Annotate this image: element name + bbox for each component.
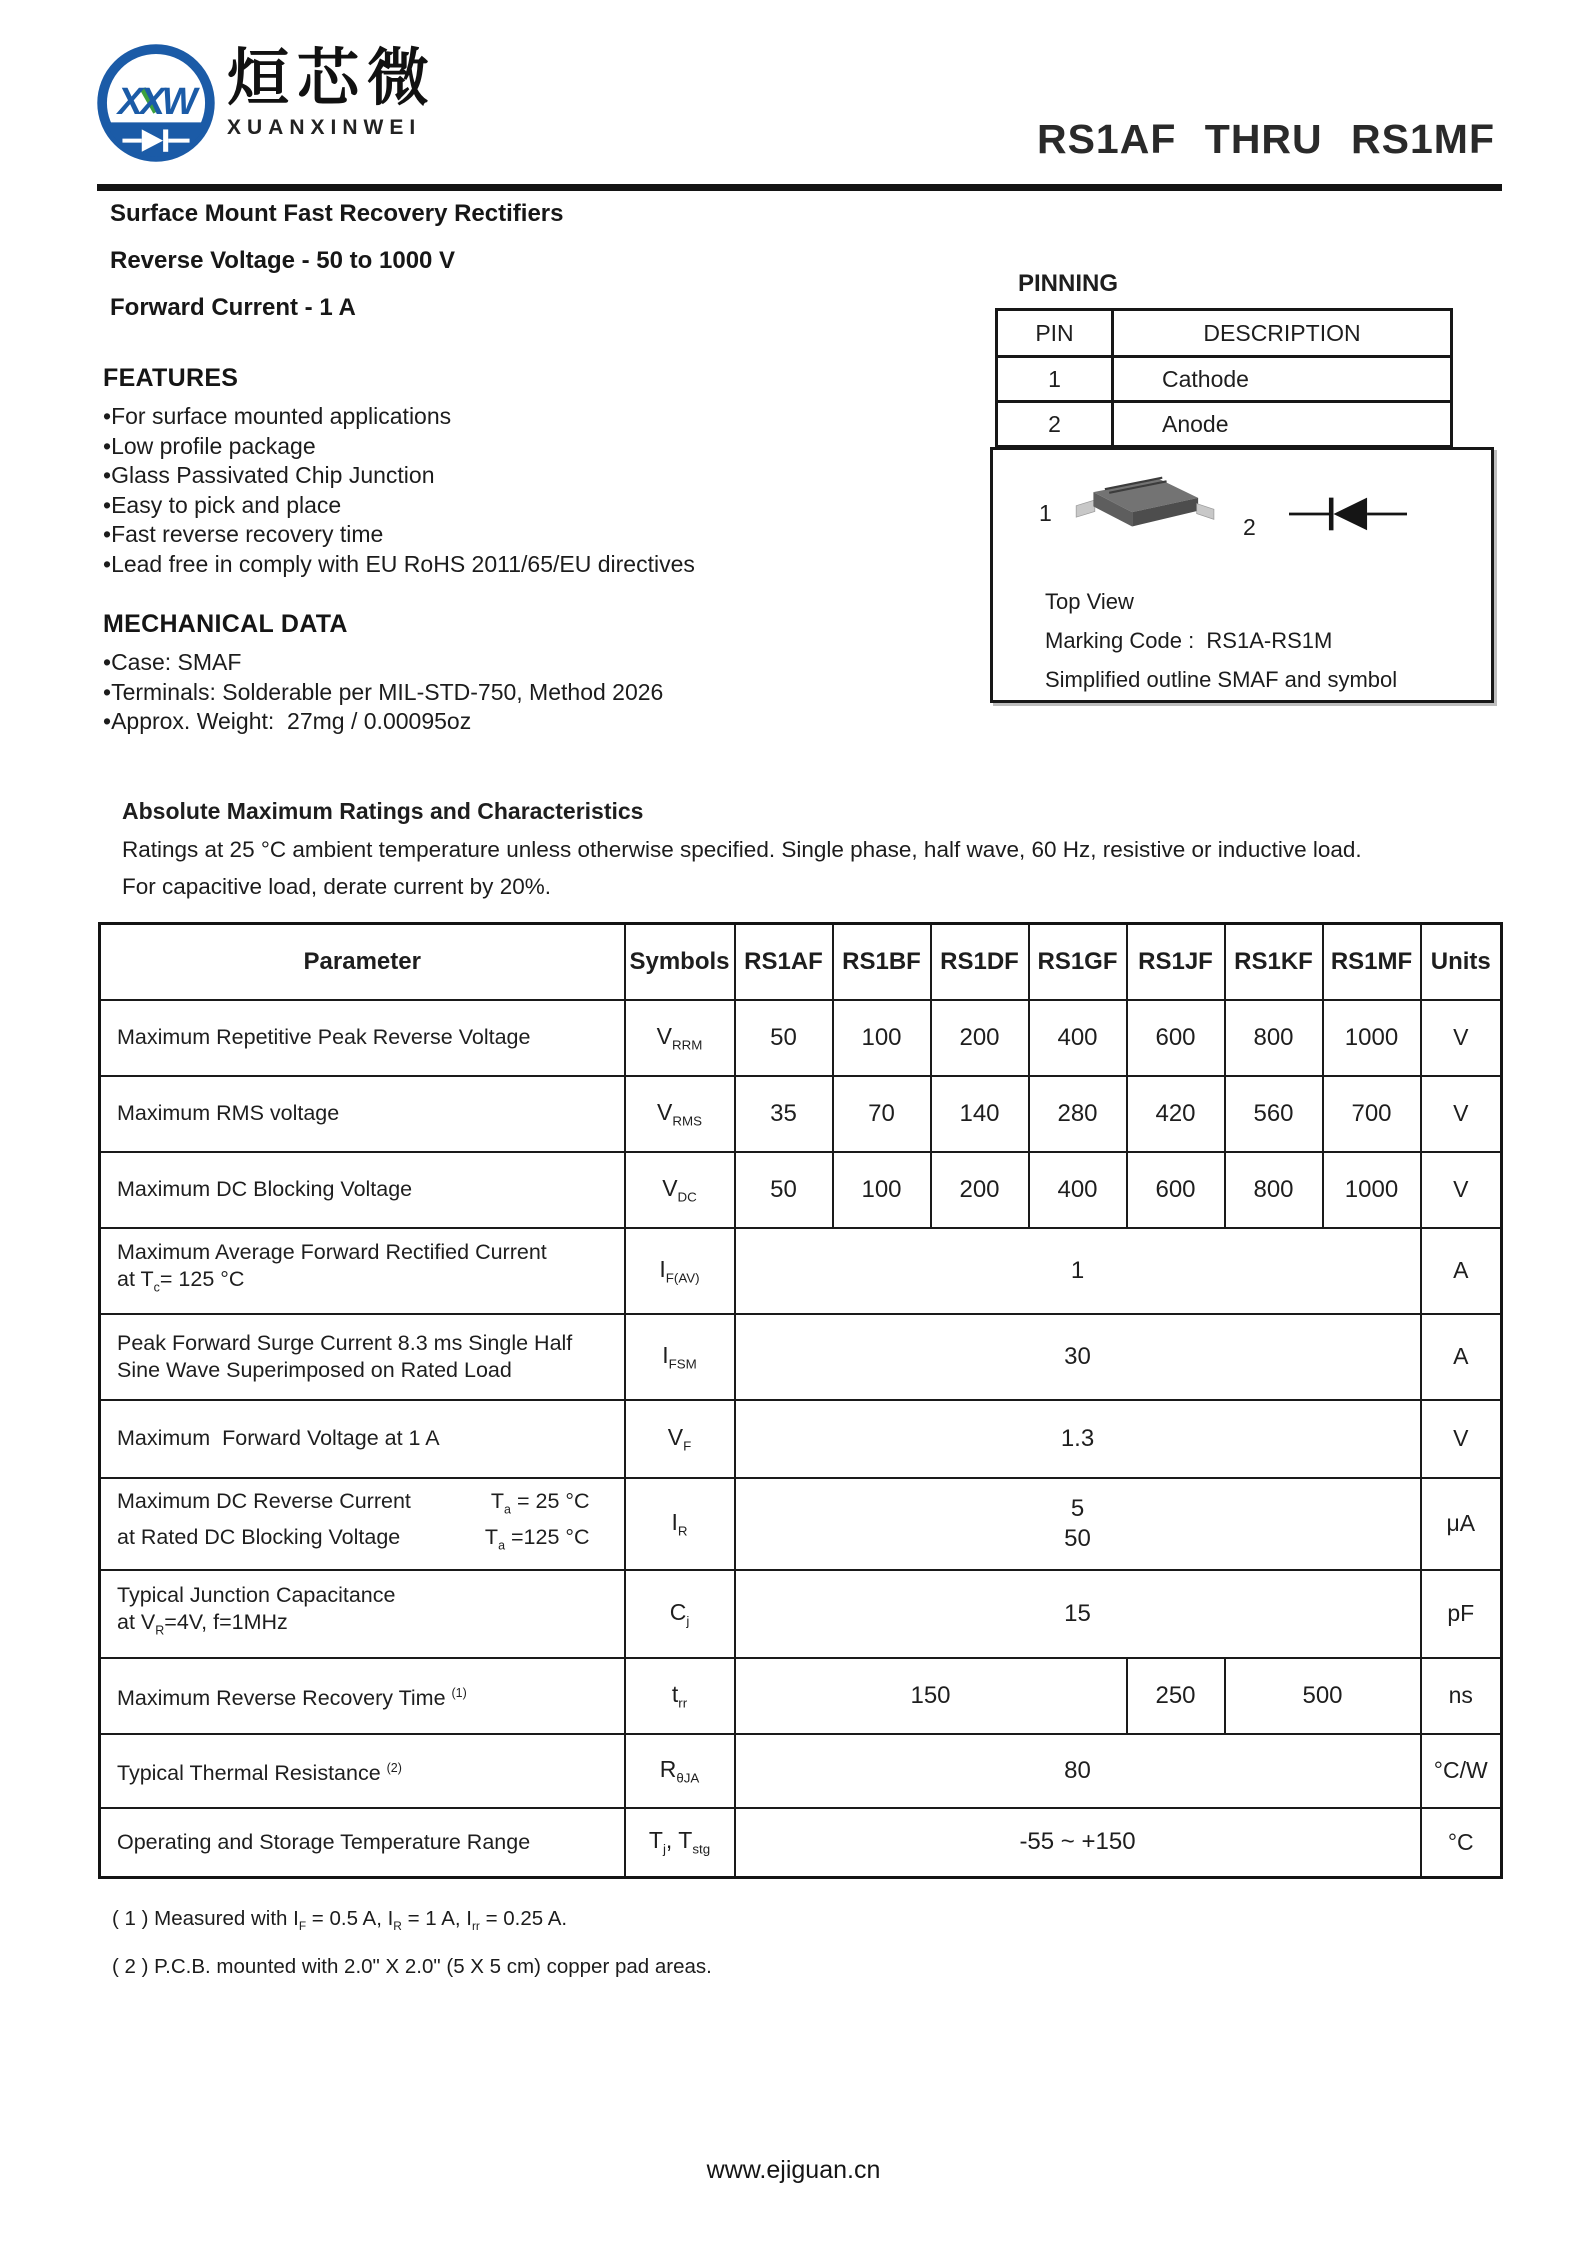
test-condition: $T_a =125$ °C xyxy=(484,1524,590,1552)
unit-cell: V xyxy=(1421,1076,1502,1152)
summary-line: Forward Current - 1 A xyxy=(110,294,356,321)
parameter-line: Maximum Average Forward Rectified Current xyxy=(117,1240,547,1265)
package-drawing-icon xyxy=(1069,472,1234,555)
unit-cell: °C xyxy=(1421,1808,1502,1878)
parameter-line: Maximum Forward Voltage at 1 A xyxy=(117,1426,440,1450)
column-header: Parameter xyxy=(100,924,625,1000)
company-logo-icon xyxy=(95,42,217,164)
product-summary xyxy=(110,200,563,341)
unit-cell: ns xyxy=(1421,1658,1502,1734)
parameter-line: at $V_R=4V$, f=1MHz xyxy=(117,1610,288,1638)
value-cell: 800 xyxy=(1225,1152,1323,1228)
symbol-cell: $R_{\theta JA}$ xyxy=(625,1734,735,1808)
parameter-cell xyxy=(100,1658,625,1734)
symbol-cell: $I_R$ xyxy=(625,1478,735,1570)
summary-line: Reverse Voltage - 50 to 1000 V xyxy=(110,247,456,274)
package-diagram-box xyxy=(990,447,1494,703)
ratings-heading: Absolute Maximum Ratings and Characteristics xyxy=(122,798,644,824)
symbol-cell: $I_{FSM}$ xyxy=(625,1314,735,1400)
ratings-intro-line: For capacitive load, derate current by 20%. xyxy=(122,874,551,899)
parameter-line: Sine Wave Superimposed on Rated Load xyxy=(117,1357,512,1382)
column-header: RS1DF xyxy=(931,924,1029,1000)
ratings-row xyxy=(100,1400,1502,1478)
parameter-line: Maximum Repetitive Peak Reverse Voltage xyxy=(117,1025,531,1049)
parameter-line: Maximum DC Reverse Current $T_a = 25$ °C xyxy=(117,1488,608,1523)
ratings-header-row xyxy=(100,924,1502,1000)
value-cell: 100 xyxy=(833,1152,931,1228)
parameter-line: Maximum DC Blocking Voltage xyxy=(117,1177,413,1201)
parameter-line: Maximum Reverse Recovery Time $^{(1)}$ xyxy=(117,1685,467,1710)
pinning-heading: PINNING xyxy=(1018,270,1119,297)
footnotes xyxy=(112,1908,712,1997)
value-cell: 700 xyxy=(1323,1076,1421,1152)
unit-cell: °C/W xyxy=(1421,1734,1502,1808)
feature-item: • Lead free in comply with EU RoHS 2011/65/EU directives xyxy=(103,550,695,580)
symbol-cell: $V_F$ xyxy=(625,1400,735,1478)
value-cell: 1 xyxy=(735,1228,1421,1314)
features-heading: FEATURES xyxy=(103,364,239,392)
ratings-row xyxy=(100,1152,1502,1228)
column-header: RS1AF xyxy=(735,924,833,1000)
symbol-cell: $I_{F(AV)}$ xyxy=(625,1228,735,1314)
value-cell: 200 xyxy=(931,1152,1029,1228)
mechanical-list xyxy=(103,648,663,737)
mechanical-item: • Terminals: Solderable per MIL-STD-750, Method 2026 xyxy=(103,678,663,708)
parameter-cell xyxy=(100,1000,625,1076)
value-cell: 800 xyxy=(1225,1000,1323,1076)
feature-item: • Low profile package xyxy=(103,432,695,462)
diode-symbol-icon xyxy=(1289,494,1407,534)
footnote: ( 1 ) Measured with $I_F = 0.5$ A, $I_R = 1$ A, $I_{rr} = 0.25$ A. xyxy=(112,1907,568,1934)
value-cell: 100 xyxy=(833,1000,931,1076)
test-condition: $T_a = 25$ °C xyxy=(490,1489,590,1517)
mechanical-section xyxy=(103,610,663,737)
value-cell: 1.3 xyxy=(735,1400,1421,1478)
features-section xyxy=(103,364,695,579)
parameter-line: at Rated DC Blocking Voltage $T_a =125$ °C xyxy=(117,1524,608,1559)
symbol-cell: $V_{DC}$ xyxy=(625,1152,735,1228)
ratings-table xyxy=(98,922,1503,1879)
symbol-cell: $t_{rr}$ xyxy=(625,1658,735,1734)
company-name-block xyxy=(227,42,437,140)
ratings-intro-line: Ratings at 25 °C ambient temperature unless otherwise specified. Single phase, half wave, 60 Hz, resistive or inductive load. xyxy=(122,837,1362,862)
symbol-cell: $V_{RMS}$ xyxy=(625,1076,735,1152)
summary-line: Surface Mount Fast Recovery Rectifiers xyxy=(110,200,564,227)
feature-item: • Easy to pick and place xyxy=(103,491,695,521)
value-cell: 1000 xyxy=(1323,1000,1421,1076)
value-cell: 420 xyxy=(1127,1076,1225,1152)
parameter-cell xyxy=(100,1400,625,1478)
pin-table-row xyxy=(997,357,1452,402)
ratings-intro xyxy=(122,837,1362,911)
parameter-line: Typical Thermal Resistance $^{(2)}$ xyxy=(117,1760,402,1785)
ratings-row xyxy=(100,1000,1502,1076)
package-caption: Marking Code : RS1A-RS1M xyxy=(1045,628,1333,653)
pin-table-row xyxy=(997,402,1452,447)
parameter-cell xyxy=(100,1570,625,1658)
value-cell: 140 xyxy=(931,1076,1029,1152)
value-cell: 35 xyxy=(735,1076,833,1152)
parameter-line: Maximum RMS voltage xyxy=(117,1101,340,1125)
pin-description-cell: Anode xyxy=(1113,402,1452,447)
value-cell: 80 xyxy=(735,1734,1421,1808)
pin-number-cell: 1 xyxy=(997,357,1113,402)
value-cell: -55 ~ +150 xyxy=(735,1808,1421,1878)
feature-item: • For surface mounted applications xyxy=(103,402,695,432)
value-cell: 15 xyxy=(735,1570,1421,1658)
column-header: RS1KF xyxy=(1225,924,1323,1000)
parameter-line: at $T_c= 125$ °C xyxy=(117,1267,245,1295)
value-cell: 600 xyxy=(1127,1000,1225,1076)
parameter-cell xyxy=(100,1152,625,1228)
value-cell: 150 xyxy=(735,1658,1127,1734)
footnote: ( 2 ) P.C.B. mounted with 2.0" X 2.0" (5 X 5 cm) copper pad areas. xyxy=(112,1955,712,1979)
value-cell: 280 xyxy=(1029,1076,1127,1152)
ratings-row xyxy=(100,1478,1502,1570)
ratings-row xyxy=(100,1734,1502,1808)
value-cell: 200 xyxy=(931,1000,1029,1076)
package-captions xyxy=(1045,590,1397,707)
footer-url: www.ejiguan.cn xyxy=(706,2156,881,2184)
unit-cell: V xyxy=(1421,1400,1502,1478)
company-name-cn: 烜芯微 xyxy=(227,44,438,113)
parameter-line: Peak Forward Surge Current 8.3 ms Single Half xyxy=(117,1330,573,1355)
symbol-cell: $C_j$ xyxy=(625,1570,735,1658)
ratings-row xyxy=(100,1314,1502,1400)
parameter-cell xyxy=(100,1228,625,1314)
value-cell: 600 xyxy=(1127,1152,1225,1228)
column-header: Symbols xyxy=(625,924,735,1000)
pin1-label: 1 xyxy=(1039,500,1052,526)
company-logo xyxy=(95,42,437,164)
mechanical-item: • Approx. Weight: 27mg / 0.00095oz xyxy=(103,707,663,737)
value-cell: 50 xyxy=(735,1152,833,1228)
unit-cell: pF xyxy=(1421,1570,1502,1658)
pin-description-cell: Cathode xyxy=(1113,357,1452,402)
pin-column-header: PIN xyxy=(997,310,1113,357)
mechanical-item: • Case: SMAF xyxy=(103,648,663,678)
symbol-cell: $T_j$, $T_{stg}$ xyxy=(625,1808,735,1878)
unit-cell: μA xyxy=(1421,1478,1502,1570)
value-cell: 30 xyxy=(735,1314,1421,1400)
column-header: RS1MF xyxy=(1323,924,1421,1000)
value-cell: 70 xyxy=(833,1076,931,1152)
value-cell: 5 50 xyxy=(735,1478,1421,1570)
column-header: RS1BF xyxy=(833,924,931,1000)
ratings-row xyxy=(100,1228,1502,1314)
parameter-cell xyxy=(100,1734,625,1808)
unit-cell: V xyxy=(1421,1152,1502,1228)
value-cell: 560 xyxy=(1225,1076,1323,1152)
parameter-cell xyxy=(100,1478,625,1570)
pin-number-cell: 2 xyxy=(997,402,1113,447)
value-cell: 250 xyxy=(1127,1658,1225,1734)
feature-item: • Fast reverse recovery time xyxy=(103,520,695,550)
page-title: RS1AF THRU RS1MF xyxy=(1036,116,1495,162)
value-cell: 500 xyxy=(1225,1658,1421,1734)
value-cell: 1000 xyxy=(1323,1152,1421,1228)
ratings-row xyxy=(100,1076,1502,1152)
svg-text:XXW: XXW xyxy=(117,80,195,123)
parameter-line: Typical Junction Capacitance xyxy=(117,1583,396,1608)
pin-table-body xyxy=(997,357,1452,447)
package-caption: Simplified outline SMAF and symbol xyxy=(1045,667,1398,692)
unit-cell: A xyxy=(1421,1314,1502,1400)
company-name-en: XUANXINWEI xyxy=(227,116,422,139)
unit-cell: A xyxy=(1421,1228,1502,1314)
parameter-cell xyxy=(100,1808,625,1878)
value-cell: 400 xyxy=(1029,1000,1127,1076)
parameter-cell xyxy=(100,1076,625,1152)
header-rule xyxy=(97,184,1502,191)
column-header: RS1JF xyxy=(1127,924,1225,1000)
unit-cell: V xyxy=(1421,1000,1502,1076)
parameter-line: Operating and Storage Temperature Range xyxy=(117,1829,531,1854)
parameter-cell xyxy=(100,1314,625,1400)
pin-table-header-row xyxy=(997,310,1452,357)
mechanical-heading: MECHANICAL DATA xyxy=(103,610,348,638)
pin2-label: 2 xyxy=(1243,514,1256,540)
ratings-row xyxy=(100,1808,1502,1878)
value-cell: 50 xyxy=(735,1000,833,1076)
ratings-row xyxy=(100,1658,1502,1734)
column-header: RS1GF xyxy=(1029,924,1127,1000)
ratings-row xyxy=(100,1570,1502,1658)
pin-table xyxy=(995,308,1453,448)
column-header: Units xyxy=(1421,924,1502,1000)
package-caption: Top View xyxy=(1045,589,1134,614)
value-cell: 400 xyxy=(1029,1152,1127,1228)
feature-item: • Glass Passivated Chip Junction xyxy=(103,461,695,491)
features-list xyxy=(103,402,695,579)
symbol-cell: $V_{RRM}$ xyxy=(625,1000,735,1076)
description-column-header: DESCRIPTION xyxy=(1113,310,1452,357)
